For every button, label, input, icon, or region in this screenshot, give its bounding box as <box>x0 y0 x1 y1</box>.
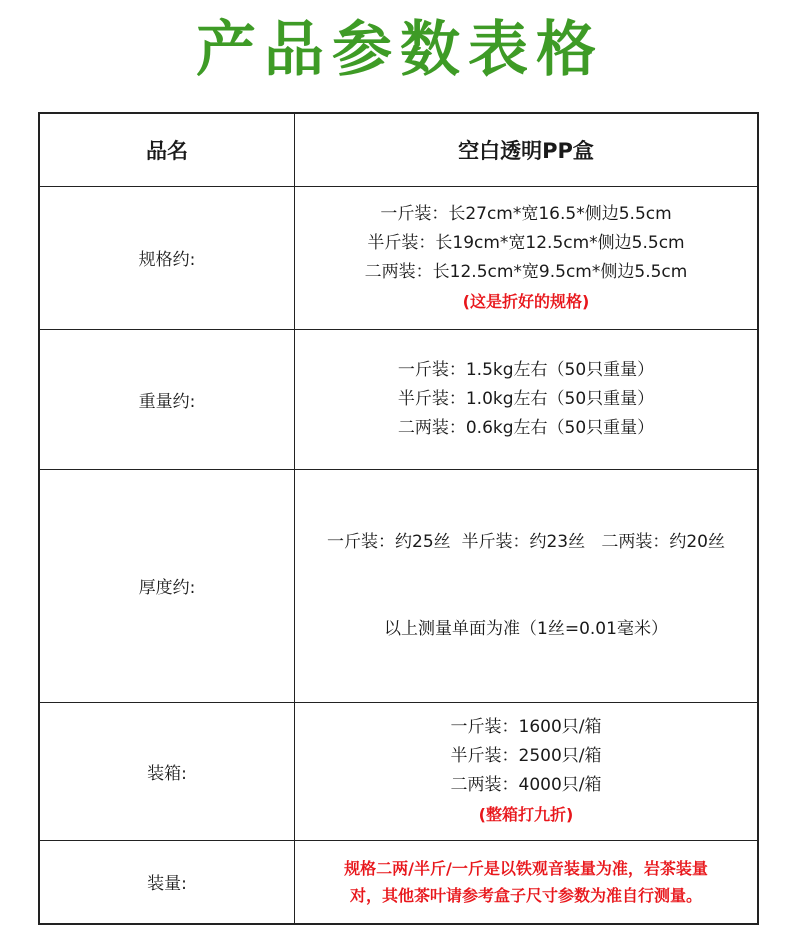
row-value-thickness <box>295 469 759 702</box>
row-value-weight <box>295 329 759 469</box>
weight-line-2: 半斤装：1.0kg左右（50只重量） <box>397 388 655 409</box>
packing-line-3: 二两装：4000只/箱 <box>450 775 602 795</box>
header-product-name-value: 空白透明PP盒 <box>295 113 759 186</box>
size-line-1: 一斤装：长27cm*宽16.5*侧边5.5cm <box>380 203 672 224</box>
packing-line-2: 半斤装：2500只/箱 <box>450 746 602 766</box>
row-value-capacity <box>295 840 759 924</box>
row-label-capacity: 装量: <box>39 840 295 924</box>
table-row-thickness <box>39 469 758 702</box>
thickness-line-2: 以上测量单面为准（1丝=0.01毫米） <box>384 618 668 639</box>
row-label-weight: 重量约: <box>39 329 295 469</box>
weight-line-1: 一斤装：1.5kg左右（50只重量） <box>397 359 655 380</box>
weight-line-3: 二两装：0.6kg左右（50只重量） <box>397 417 655 438</box>
row-label-thickness: 厚度约: <box>39 469 295 702</box>
row-value-size <box>295 186 759 329</box>
packing-line-1: 一斤装：1600只/箱 <box>450 717 602 737</box>
row-value-packing <box>295 702 759 840</box>
size-line-3: 二两装：长12.5cm*宽9.5cm*侧边5.5cm <box>364 261 688 282</box>
size-line-2: 半斤装：长19cm*宽12.5cm*侧边5.5cm <box>367 232 685 253</box>
row-label-size: 规格约: <box>39 186 295 329</box>
size-note: (这是折好的规格) <box>462 291 590 311</box>
header-product-name-label: 品名 <box>39 113 295 186</box>
capacity-note-line-2: 对，其他茶叶请参考盒子尺寸参数为准自行测量。 <box>349 885 702 905</box>
page-title: 产品参数表格 <box>196 15 604 85</box>
table-row-size <box>39 186 758 329</box>
table-header-row <box>39 113 758 186</box>
thickness-line-1: 一斤装：约25丝 半斤装：约23丝 二两装：约20丝 <box>327 531 725 552</box>
row-label-packing: 装箱: <box>39 702 295 840</box>
packing-note: (整箱打九折) <box>478 805 574 824</box>
table-row-weight <box>39 329 758 469</box>
capacity-note-line-1: 规格二两/半斤/一斤是以铁观音装量为准，岩茶装量 <box>344 858 708 878</box>
parameter-table <box>38 112 759 925</box>
table-row-packing <box>39 702 758 840</box>
table-row-capacity <box>39 840 758 924</box>
